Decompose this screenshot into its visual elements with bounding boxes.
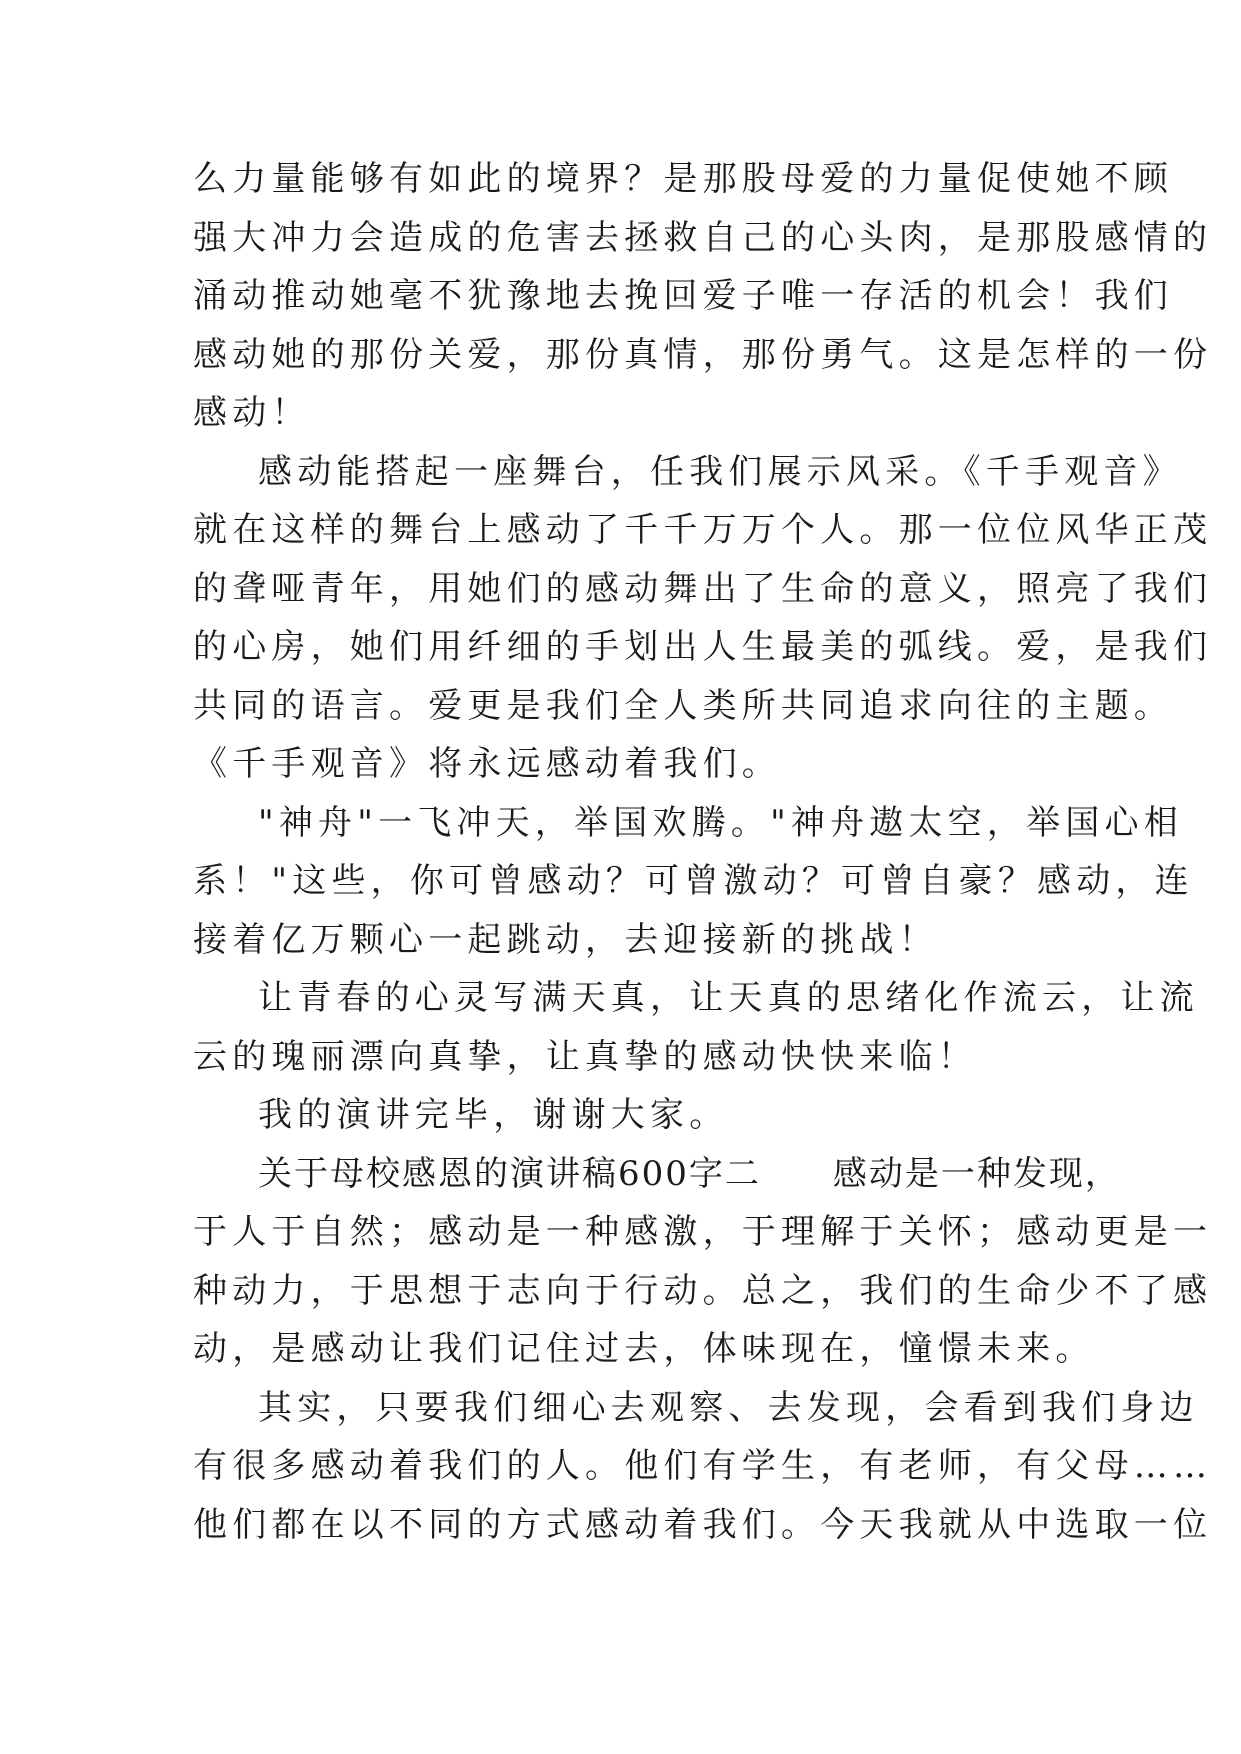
text-line: 涌动推动她毫不犹豫地去挽回爱子唯一存活的机会！我们 xyxy=(193,276,1173,316)
text-line: 感动！ xyxy=(193,393,311,433)
document-page xyxy=(193,150,1213,1554)
text-line: 种动力，于思想于志向于行动。总之，我们的生命少不了感 xyxy=(193,1270,1213,1311)
text-line: 共同的语言。爱更是我们全人类所共同追求向往的主题。 xyxy=(193,685,1173,726)
text-line: 云的瑰丽漂向真挚，让真挚的感动快快来临！ xyxy=(193,1036,977,1077)
text-line: 的聋哑青年，用她们的感动舞出了生命的意义，照亮了我们 xyxy=(193,568,1213,609)
text-line: 接着亿万颗心一起跳动，去迎接新的挑战！ xyxy=(193,919,938,960)
text-line: 于人于自然；感动是一种感激，于理解于关怀；感动更是一 xyxy=(193,1212,1213,1252)
text-line: 的心房，她们用纤细的手划出人生最美的弧线。爱，是我们 xyxy=(193,627,1213,667)
text-line: 感动她的那份关爱，那份真情，那份勇气。这是怎样的一份 xyxy=(193,334,1213,375)
paragraph-start-line: "神舟"一飞冲天，举国欢腾。"神舟遨太空，举国心相 xyxy=(258,802,1183,843)
text-line: 有很多感动着我们的人。他们有学生，有老师，有父母…… xyxy=(193,1446,1213,1486)
section-heading-line: 关于母校感恩的演讲稿600字二 感动是一种发现， xyxy=(258,1153,1121,1194)
paragraph-start-line: 感动能搭起一座舞台，任我们展示风采。《千手观音》 xyxy=(258,451,1182,492)
text-line: 强大冲力会造成的危害去拯救自己的心头肉，是那股感情的 xyxy=(193,217,1213,258)
paragraph-start-line: 其实，只要我们细心去观察、去发现，会看到我们身边 xyxy=(258,1387,1199,1428)
text-line: 么力量能够有如此的境界？是那股母爱的力量促使她不顾 xyxy=(193,159,1173,199)
paragraph-start-line: 让青春的心灵写满天真，让天真的思绪化作流云，让流 xyxy=(258,978,1199,1018)
text-line: 他们都在以不同的方式感动着我们。今天我就从中选取一位 xyxy=(193,1504,1213,1545)
text-line: 就在这样的舞台上感动了千千万万个人。那一位位风华正茂 xyxy=(193,510,1213,550)
text-line: 《千手观音》将永远感动着我们。 xyxy=(193,744,781,784)
text-line: 动，是感动让我们记住过去，体味现在，憧憬未来。 xyxy=(193,1329,1095,1369)
paragraph-start-line: 我的演讲完毕，谢谢大家。 xyxy=(258,1095,729,1135)
text-line: 系！"这些，你可曾感动？可曾激动？可曾自豪？感动，连 xyxy=(193,861,1194,901)
